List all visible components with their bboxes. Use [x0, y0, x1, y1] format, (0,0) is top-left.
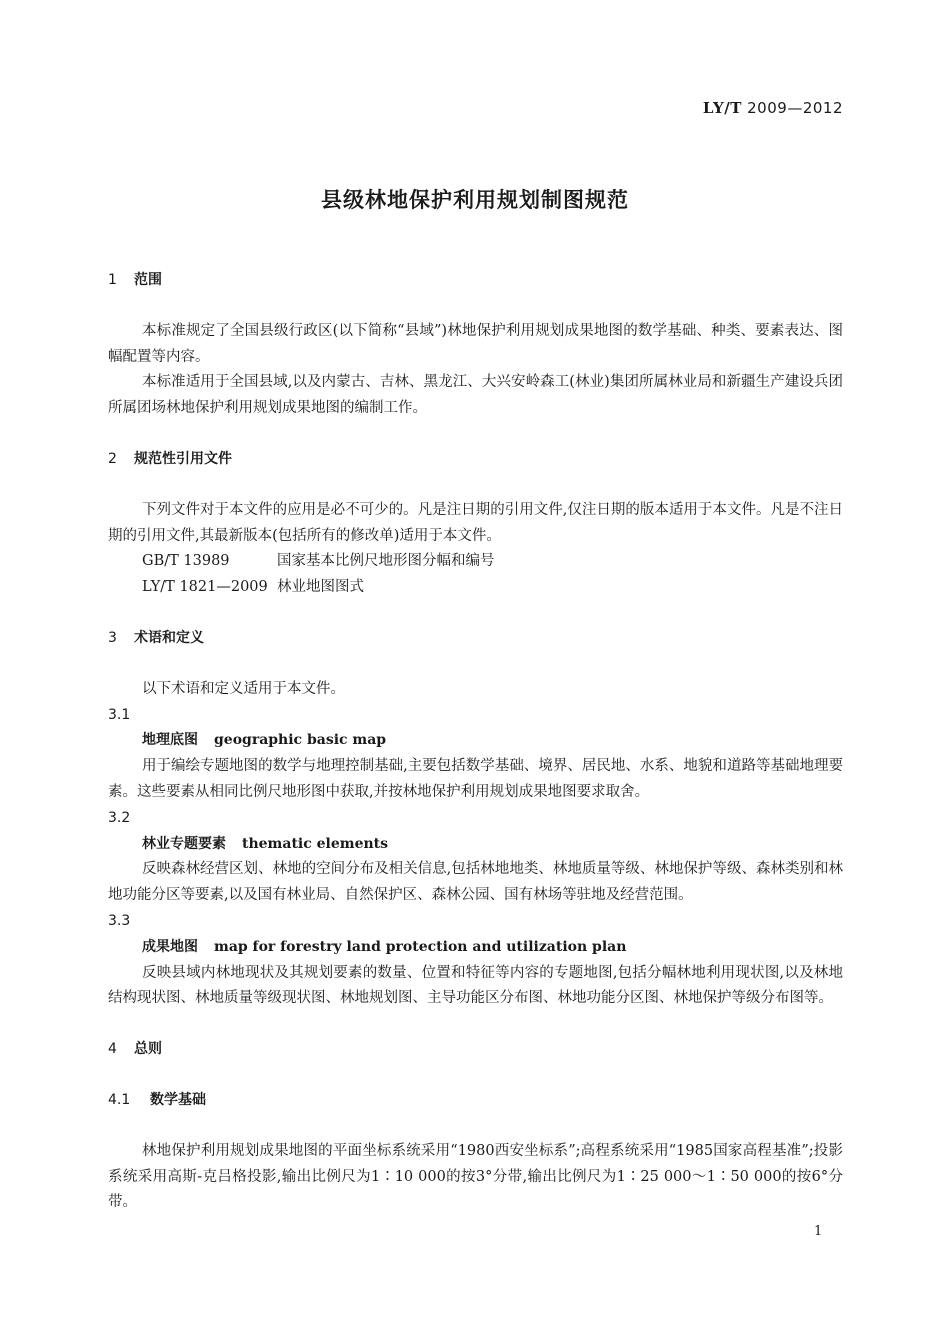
term-name-en: map for forestry land protection and utilization plan [214, 938, 627, 955]
reference-code: GB/T 13989 [142, 553, 230, 570]
section-number: 3 [108, 629, 117, 646]
section-title: 范围 [134, 272, 162, 288]
reference-name: 林业地图图式 [277, 579, 364, 596]
section-number: 4 [108, 1041, 117, 1058]
document-title: 县级林地保护利用规划制图规范 [321, 188, 629, 212]
subsection-4-1-paragraph: 林地保护利用规划成果地图的平面坐标系统采用“1980西安坐标系”;高程系统采用“1985国家高程基准”;投影系统采用高斯-克吕格投影,输出比例尺为1∶10 000的按3°分带,输出比例尺为1∶25 000～1∶50 000的按6°分带。 [108, 1142, 843, 1211]
term-name [108, 935, 843, 961]
subsection-4-1-heading [108, 1088, 843, 1114]
reference-item [108, 575, 843, 601]
standard-code-prefix: LY/T [702, 99, 742, 117]
document-body [108, 268, 843, 1216]
term-name [108, 832, 843, 858]
subsection-title: 数学基础 [150, 1091, 206, 1108]
term-name-cn: 林业专题要素 [142, 835, 226, 852]
section-title: 规范性引用文件 [134, 450, 232, 467]
term-name-cn: 成果地图 [142, 938, 198, 955]
section-1-heading [108, 268, 843, 294]
term-name-en: thematic elements [242, 835, 389, 852]
section-3-heading [108, 626, 843, 652]
section-title: 术语和定义 [134, 629, 204, 646]
term-number: 3.1 [108, 706, 131, 723]
term-definition: 反映森林经营区划、林地的空间分布及相关信息,包括林地地类、林地质量等级、林地保护等级、森林类别和林地功能分区等要素,以及国有林业局、自然保护区、森林公园、国有林场等驻地及经营范围。 [108, 861, 843, 904]
term-number: 3.2 [108, 809, 131, 826]
section-2-paragraph: 下列文件对于本文件的应用是必不可少的。凡是注日期的引用文件,仅注日期的版本适用于本文件。凡是不注日期的引用文件,其最新版本(包括所有的修改单)适用于本文件。 [108, 501, 843, 544]
section-4-heading [108, 1037, 843, 1063]
section-1-paragraph-2: 本标准适用于全国县域,以及内蒙古、吉林、黑龙江、大兴安岭森工(林业)集团所属林业局和新疆生产建设兵团所属团场林地保护利用规划成果地图的编制工作。 [108, 374, 843, 417]
subsection-number: 4.1 [108, 1091, 131, 1108]
page-number: 1 [814, 1224, 823, 1239]
reference-code: LY/T 1821—2009 [142, 579, 268, 596]
section-2-heading [108, 447, 843, 473]
standard-code [703, 99, 843, 117]
term-number: 3.3 [108, 912, 131, 929]
term-name-en: geographic basic map [214, 732, 387, 749]
section-1-paragraph-1: 本标准规定了全国县级行政区(以下简称“县域”)林地保护利用规划成果地图的数学基础、种类、要素表达、图幅配置等内容。 [108, 322, 843, 365]
reference-item [108, 549, 843, 575]
reference-name: 国家基本比例尺地形图分幅和编号 [277, 553, 495, 570]
section-number: 2 [108, 450, 117, 467]
term-name [108, 728, 843, 754]
section-title: 总则 [134, 1041, 162, 1058]
standard-code-number: 2009—2012 [747, 99, 843, 117]
term-definition: 反映县域内林地现状及其规划要素的数量、位置和特征等内容的专题地图,包括分幅林地利用现状图,以及林地结构现状图、林地质量等级现状图、林地规划图、主导功能区分布图、林地功能分区图、林地保护等级分布图等。 [108, 964, 843, 1007]
term-definition: 用于编绘专题地图的数学与地理控制基础,主要包括数学基础、境界、居民地、水系、地貌和道路等基础地理要素。这些要素从相同比例尺地形图中获取,并按林地保护利用规划成果地图要求取舍。 [108, 758, 843, 800]
section-3-intro: 以下术语和定义适用于本文件。 [142, 680, 345, 697]
term-name-cn: 地理底图 [142, 732, 198, 749]
section-number: 1 [108, 272, 117, 288]
